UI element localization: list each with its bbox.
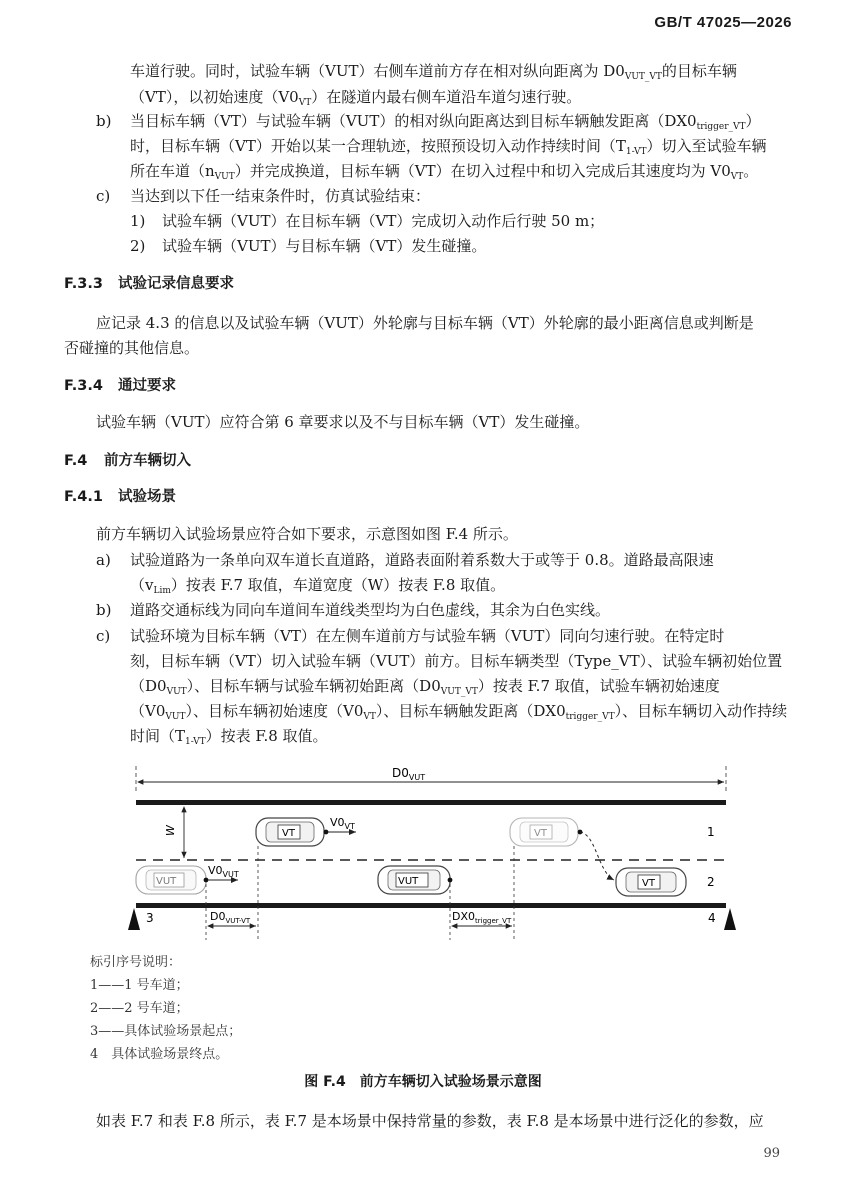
- bottom-paragraph: 如表 F.7 和表 F.8 所示，表 F.7 是本场景中保持常量的参数，表 F.8 是本场景中进行泛化的参数，应: [96, 1112, 764, 1130]
- vut-start-dot: [204, 878, 209, 883]
- f41-a-line-1: 试验道路为一条单向双车道长直道路，道路表面附着系数大于或等于 0.8。道路最高限速: [130, 551, 714, 569]
- end-number: 4: [708, 911, 716, 925]
- end-marker: [724, 908, 736, 930]
- figure-f4-diagram: [0, 760, 846, 960]
- svg-text:VUT: VUT: [156, 876, 177, 887]
- f41-c-line-3: $(D0_{VUT})$、目标车辆与试验车辆初始距离$(D0_{VUT\_VT})$按表 F.7 取值，试验车辆初始速度: [130, 677, 720, 697]
- item-b-line-3: 所在车道$(n_{VUT})$并完成换道，目标车辆（VT）在切入过程中和切入完成后其速度均为 $V0_{VT}$。: [130, 162, 759, 182]
- f41-c-label: c): [96, 627, 111, 645]
- svg-text:VT: VT: [534, 828, 547, 839]
- cut-in-trajectory: [580, 832, 614, 880]
- item-b-line-2: 时，目标车辆（VT）开始以某一合理轨迹，按照预设切入动作持续时间$(T_{1-VT})$切入至试验车辆: [130, 137, 767, 157]
- vt-car-label: VT: [282, 828, 295, 839]
- f334-para: 试验车辆（VUT）应符合第 6 章要求以及不与目标车辆（VT）发生碰撞。: [96, 413, 590, 431]
- d0-label: $D0_{VUT}$: [392, 766, 426, 782]
- svg-text:VT: VT: [642, 878, 655, 889]
- heading-f41: F.4.1 试验场景: [64, 489, 176, 505]
- lane-1-number: 1: [707, 825, 715, 839]
- f333-para-line-2: 否碰撞的其他信息。: [64, 339, 200, 357]
- f41-c-line-2: 刻，目标车辆（VT）切入试验车辆（VUT）前方。目标车辆类型（Type_VT）、试验车辆初始位置: [130, 652, 783, 670]
- dx0-label: $DX0_{trigger\_VT}$: [452, 910, 512, 925]
- heading-f333: F.3.3 试验记录信息要求: [64, 276, 234, 292]
- heading-f334: F.3.4 通过要求: [64, 378, 176, 394]
- vt-car-ghost: [510, 818, 578, 846]
- item-c-text: 当达到以下任一结束条件时，仿真试验结束：: [130, 187, 431, 205]
- heading-f4: F.4 前方车辆切入: [64, 453, 191, 469]
- f41-b-line-1: 道路交通标线为同向车道间车道线类型均为白色虚线，其余为白色实线。: [130, 601, 611, 619]
- vut-car-label: VUT: [398, 876, 419, 887]
- item-c-sub2-label: 2): [130, 237, 146, 255]
- legend-item-2: 2——2 号车道；: [90, 1001, 189, 1016]
- item-b-line-1: 当目标车辆（VT）与试验车辆（VUT）的相对纵向距离达到目标车辆触发距离$(DX0_{trigger\_VT})$: [130, 112, 761, 132]
- f41-intro: 前方车辆切入试验场景应符合如下要求，示意图如图 F.4 所示。: [96, 525, 518, 543]
- f333-para-line-1: 应记录 4.3 的信息以及试验车辆（VUT）外轮廓与目标车辆（VT）外轮廓的最小距离信息或判断是: [96, 314, 754, 332]
- v0vt-label: $V0_{VT}$: [330, 816, 355, 831]
- road-bottom-edge: [136, 903, 726, 908]
- f41-a-line-2: $(v_{Lim})$按表 F.7 取值，车道宽度（W）按表 F.8 取值。: [130, 576, 506, 596]
- w-label: W: [164, 825, 177, 836]
- lane-2-number: 2: [707, 875, 715, 889]
- start-marker: [128, 908, 140, 930]
- item-b-label: b): [96, 112, 112, 130]
- legend-item-3: 3——具体试验场景起点；: [90, 1024, 242, 1039]
- figure-caption: 图 F.4 前方车辆切入试验场景示意图: [304, 1074, 542, 1090]
- f41-c-line-1: 试验环境为目标车辆（VT）在左侧车道前方与试验车辆（VUT）同向匀速行驶。在特定时: [130, 627, 725, 645]
- item-c-label: c): [96, 187, 111, 205]
- page-number: 99: [763, 1146, 780, 1161]
- vut-car-start: [136, 866, 206, 894]
- legend-item-1: 1——1 号车道；: [90, 978, 189, 993]
- f41-b-label: b): [96, 601, 112, 619]
- top-line-2: （VT），以初始速度$(V0_{VT})$在隧道内最右侧车道沿车道匀速行驶。: [130, 88, 582, 108]
- legend-title: 标引序号说明：: [90, 955, 182, 970]
- start-number: 3: [146, 911, 154, 925]
- vut-trigger-dot: [448, 878, 453, 883]
- standard-number: GB/T 47025—2026: [654, 14, 792, 31]
- vt-car-initial: [256, 818, 328, 846]
- item-c-sub2: 试验车辆（VUT）与目标车辆（VT）发生碰撞。: [162, 237, 487, 255]
- v0vut-label: $V0_{VUT}$: [208, 864, 239, 879]
- f41-c-line-4: $(V0_{VUT})$、目标车辆初始速度$(V0_{VT})$、目标车辆触发距离$(DX0_{trigger\_VT})$、目标车辆切入动作持续: [130, 702, 788, 722]
- road-top-edge: [136, 800, 726, 805]
- legend-item-4: 4 具体试验场景终点。: [90, 1047, 229, 1062]
- top-line-1: 车道行驶。同时，试验车辆（VUT）右侧车道前方存在相对纵向距离为 $D0_{VUT\_VT}$的目标车辆: [130, 62, 737, 82]
- vut-car-trigger: [378, 866, 450, 894]
- vt-car-final: [616, 868, 686, 896]
- d0vutvt-label: $D0_{VUT-VT}$: [210, 910, 251, 925]
- f41-a-label: a): [96, 551, 111, 569]
- f41-c-line-5: 时间$(T_{1-VT})$按表 F.8 取值。: [130, 727, 328, 747]
- item-c-sub1-label: 1): [130, 212, 146, 230]
- item-c-sub1: 试验车辆（VUT）在目标车辆（VT）完成切入动作后行驶 50 m；: [162, 212, 605, 230]
